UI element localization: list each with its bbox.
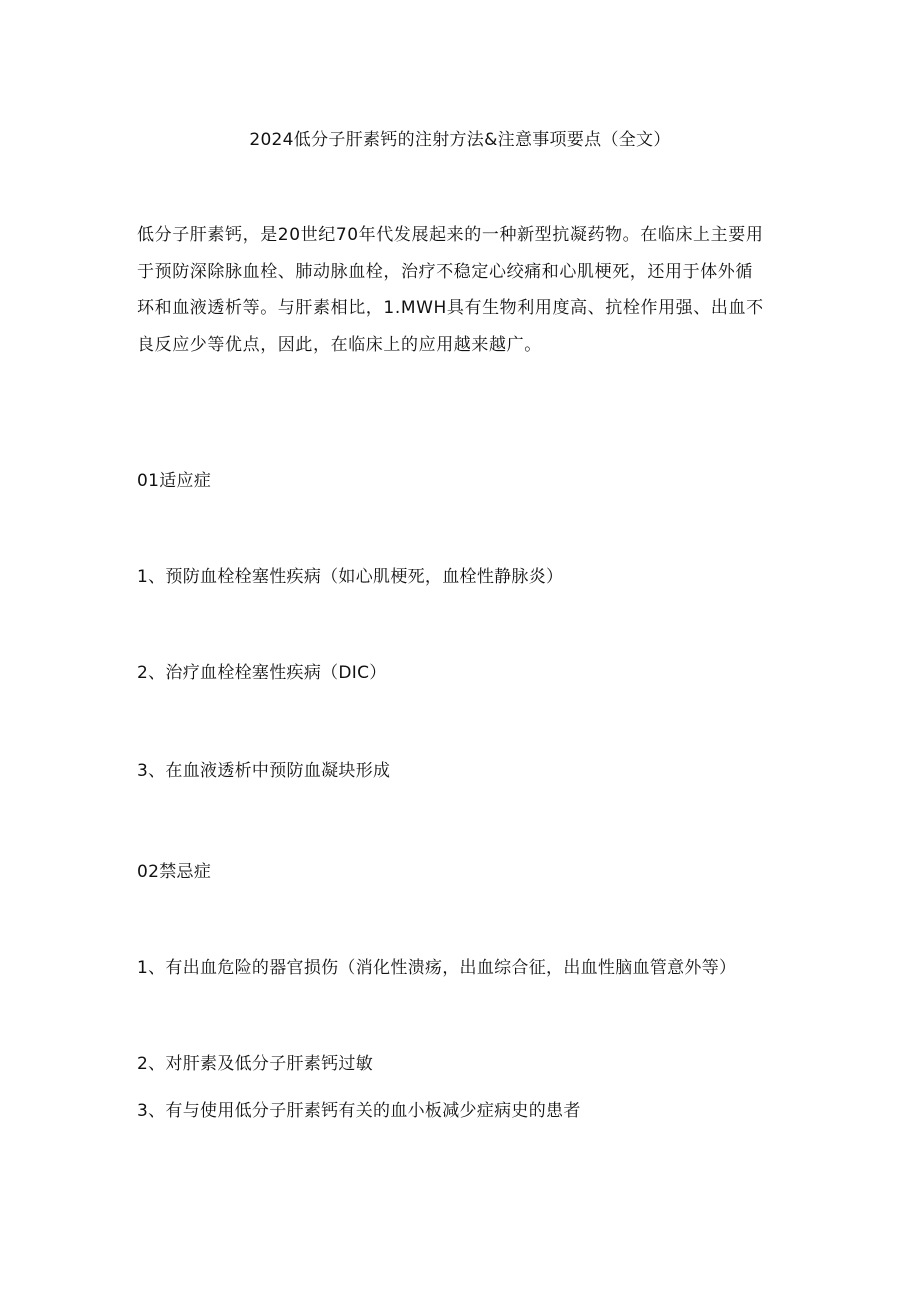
contraindication-item: 1、有出血危险的器官损伤（消化性溃疡，出血综合征，出血性脑血管意外等） <box>137 958 737 978</box>
indication-item: 1、预防血栓栓塞性疾病（如心肌梗死，血栓性静脉炎） <box>137 567 564 587</box>
contraindications-heading: 02禁忌症 <box>137 862 212 882</box>
indication-item: 3、在血液透析中预防血凝块形成 <box>137 761 391 781</box>
intro-line: 低分子肝素钙，是20世纪70年代发展起来的一种新型抗凝药物。在临床上主要用 <box>137 225 764 245</box>
intro-paragraph <box>137 217 787 363</box>
indication-item: 2、治疗血栓栓塞性疾病（DIC） <box>137 663 387 683</box>
contraindication-item: 2、对肝素及低分子肝素钙过敏 <box>137 1054 374 1074</box>
intro-line: 良反应少等优点，因此，在临床上的应用越来越广。 <box>137 334 542 355</box>
intro-line: 环和血液透析等。与肝素相比，1.MWH具有生物利用度高、抗栓作用强、出血不 <box>137 298 764 318</box>
contraindication-item: 3、有与使用低分子肝素钙有关的血小板减少症病史的患者 <box>137 1101 581 1121</box>
indications-heading: 01适应症 <box>137 471 212 491</box>
document-title: 2024低分子肝素钙的注射方法&注意事项要点（全文） <box>249 130 671 150</box>
intro-line: 于预防深除脉血栓、肺动脉血栓，治疗不稳定心绞痛和心肌梗死，还用于体外循 <box>137 261 753 282</box>
